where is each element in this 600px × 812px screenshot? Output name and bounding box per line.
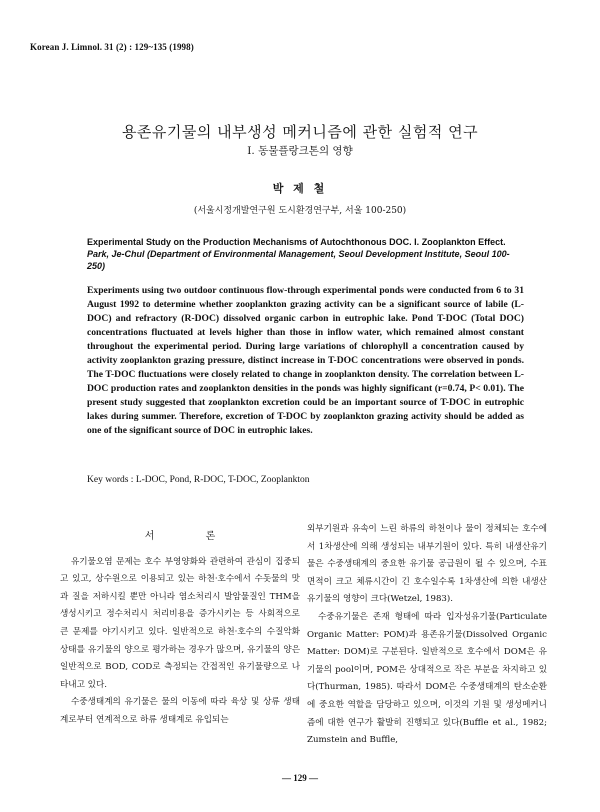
english-title: Experimental Study on the Production Mechanisms of Autochthonous DOC. I. Zooplankton Effect.	[87, 237, 506, 247]
page-number: — 129 —	[282, 773, 318, 783]
paragraph: 외부기원과 유속이 느린 하류의 하천이나 물이 정체되는 호수에서 1차생산에 의해 생성되는 내부기원이 있다. 특히 내생산유기물은 수중생태계의 중요한 유기물 공급원이 될 수 있으며, 수표면적이 크고 체류시간이 긴 호수일수록 1차생산에 의한 내생산유기물의 영향이 크다(Wetzel, 1983).	[307, 524, 547, 605]
paragraph: 유기물오염 문제는 호수 부영양화와 관련하여 관심이 집중되고 있고, 상수원으로 이용되고 있는 하천·호수에서 수돗물의 맛과 질을 저하시킬 뿐만 아니라 염소처리시 발암물질인 THM을 생성시키고 정수처리시 처리비용을 증가시키는 등 사회적으로 큰 문제를 야기시키고 있다. 일반적으로 하천·호수의 수질악화 상태를 유기물의 양으로 평가하는 경우가 많으며, 유기물의 양은 일반적으로 BOD, COD로 측정되는 간접적인 유기물량으로 나타내고 있다.	[60, 556, 300, 690]
paragraph: 수중유기물은 존재 형태에 따라 입자성유기물(Particulate Organic Matter: POM)과 용존유기물(Dissolved Organic Matter: DOM)로 구분된다. 일반적으로 호수에서 DOM은 유기물의 pool이며, POM은 상대적으로 작은 부분을 차지하고 있다(Thurman, 1985). 따라서 DOM은 수중생태계의 탄소순환에 중요한 역할을 담당하고 있으며, 이것의 기원 및 생성메커니즘에 대한 연구가 활발히 진행되고 있다(Buffle et al., 1982; Zumstein and Buffle,	[307, 611, 547, 746]
left-column	[60, 522, 300, 730]
keywords: Key words : L-DOC, Pond, R-DOC, T-DOC, Zooplankton	[87, 475, 310, 485]
paper-subtitle-korean: I. 동물플랑크톤의 영향	[247, 145, 353, 157]
abstract: Experiments using two outdoor continuous flow-through experimental ponds were conducted from 6 to 31 August 1992 to determine whether zooplankton grazing activity can be a significant source of labile (L-DOC) and refractory (R-DOC) dissolved organic carbon in eutrophic lake. Pond T-DOC (Total DOC) concentrations fluctuated at levels higher than those in inflow water, which remained almost constant throughout the experimental period. During large variations of chlorophyll a concentration caused by activity zooplankton grazing pressure, distinct increase in T-DOC concentrations were observed in ponds. The T-DOC fluctuations were closely related to change in zooplankton density. The correlation between L-DOC production rates and zooplankton densities in the ponds was highly significant (r=0.74, P< 0.01). The present study suggested that zooplankton excretion could be an important source of T-DOC in eutrophic lakes during summer. Therefore, excretion of T-DOC by zooplankton grazing activity should be added as one of the significant source of DOC in eutrophic lakes.	[87, 285, 524, 436]
paragraph: 수중생태계의 유기물은 물의 이동에 따라 육상 및 상류 생태계로부터 연계적으로 하류 생태계로 유입되는	[60, 697, 300, 725]
paper-title-korean: 용존유기물의 내부생성 메커니즘에 관한 실험적 연구	[121, 123, 479, 141]
affiliation-korean: (서울시정개발연구원 도시환경연구부, 서울 100-250)	[193, 206, 407, 216]
author-korean: 박 제 철	[272, 182, 328, 195]
journal-reference: Korean J. Limnol. 31 (2) : 129~135 (1998)	[30, 42, 194, 52]
english-heading	[87, 236, 527, 272]
english-author: Park, Je-Chul (Department of Environmental Management, Seoul Development Institute, Seoul 100-250)	[87, 249, 510, 271]
section-title: 서 론	[144, 531, 240, 542]
right-column	[307, 521, 547, 750]
